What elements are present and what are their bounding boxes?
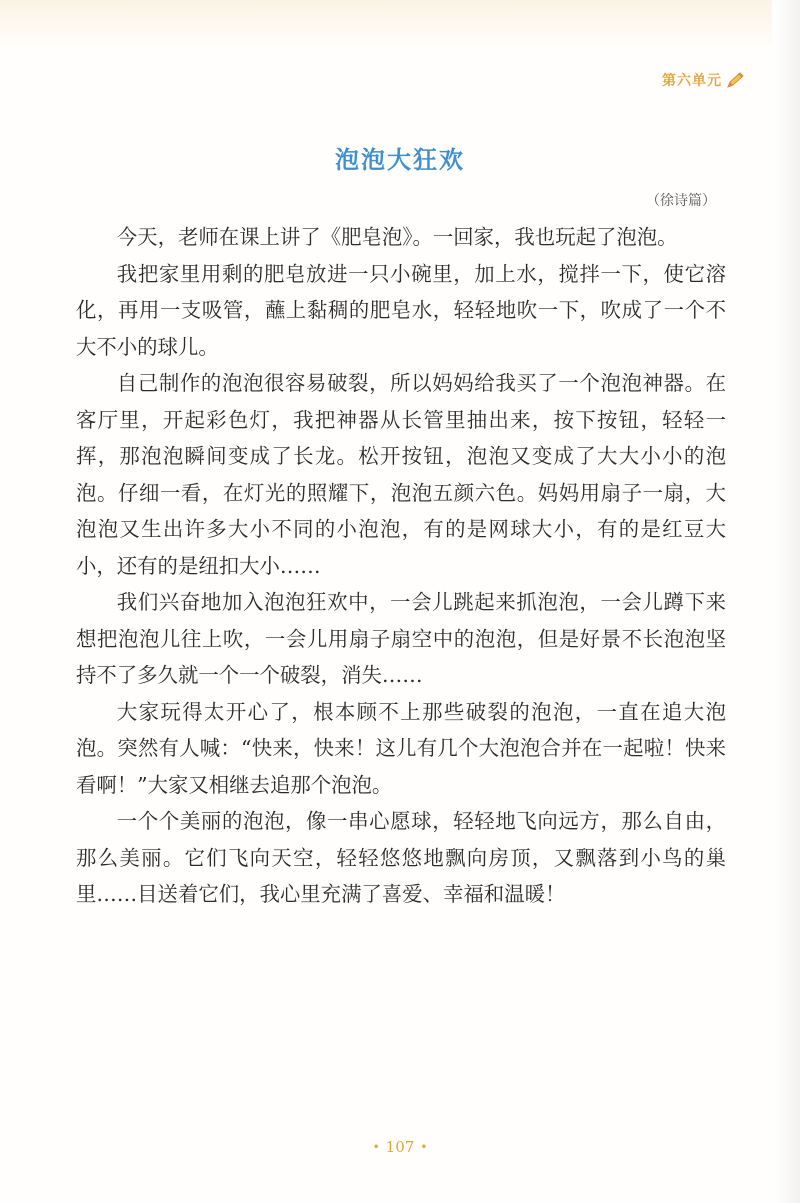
unit-header <box>662 70 746 90</box>
paragraph: 我们兴奋地加入泡泡狂欢中，一会儿跳起来抓泡泡，一会儿蹲下来想把泡泡儿往上吹，一会儿用扇子扇空中的泡泡，但是好景不长泡泡坚持不了多久就一个一个破裂，消失…… <box>76 590 726 687</box>
paragraph: 今天，老师在课上讲了《肥皂泡》。一回家，我也玩起了泡泡。 <box>116 225 678 249</box>
page-number-value: 107 <box>385 1138 415 1156</box>
page-number <box>0 1138 800 1156</box>
paragraph: 我把家里用剩的肥皂放进一只小碗里，加上水，搅拌一下，使它溶化，再用一支吸管，蘸上黏稠的肥皂水，轻轻地吹一下，吹成了一个不大不小的球儿。 <box>76 261 726 359</box>
article-author: （徐诗篇） <box>646 193 716 209</box>
page-right-edge <box>772 0 800 1203</box>
article-title: 泡泡大狂欢 <box>335 146 465 174</box>
article-body <box>76 219 726 913</box>
paragraph: 大家玩得太开心了，根本顾不上那些破裂的泡泡，一直在追大泡泡。突然有人喊：“快来，快来！这儿有几个大泡泡合并在一起啦！快来看啊！”大家又相继去追那个泡泡。 <box>76 699 726 797</box>
unit-label: 第六单元 <box>662 73 722 89</box>
pencil-icon <box>726 71 746 89</box>
dot-icon: • <box>420 1140 428 1154</box>
dot-icon: • <box>372 1140 380 1154</box>
page-top-band <box>0 0 800 46</box>
paragraph: 自己制作的泡泡很容易破裂，所以妈妈给我买了一个泡泡神器。在客厅里，开起彩色灯，我把神器从长管里抽出来，按下按钮，轻轻一挥，那泡泡瞬间变成了长龙。松开按钮，泡泡又变成了大大小小的泡泡。仔细一看，在灯光的照耀下，泡泡五颜六色。妈妈用扇子一扇，大泡泡又生出许多大小不同的小泡泡，有的是网球大小，有的是红豆大小，还有的是纽扣大小…… <box>76 371 726 578</box>
paragraph: 一个个美丽的泡泡，像一串心愿球，轻轻地飞向远方，那么自由，那么美丽。它们飞向天空，轻轻悠悠地飘向房顶，又飘落到小鸟的巢里……目送着它们，我心里充满了喜爱、幸福和温暖！ <box>76 809 726 906</box>
